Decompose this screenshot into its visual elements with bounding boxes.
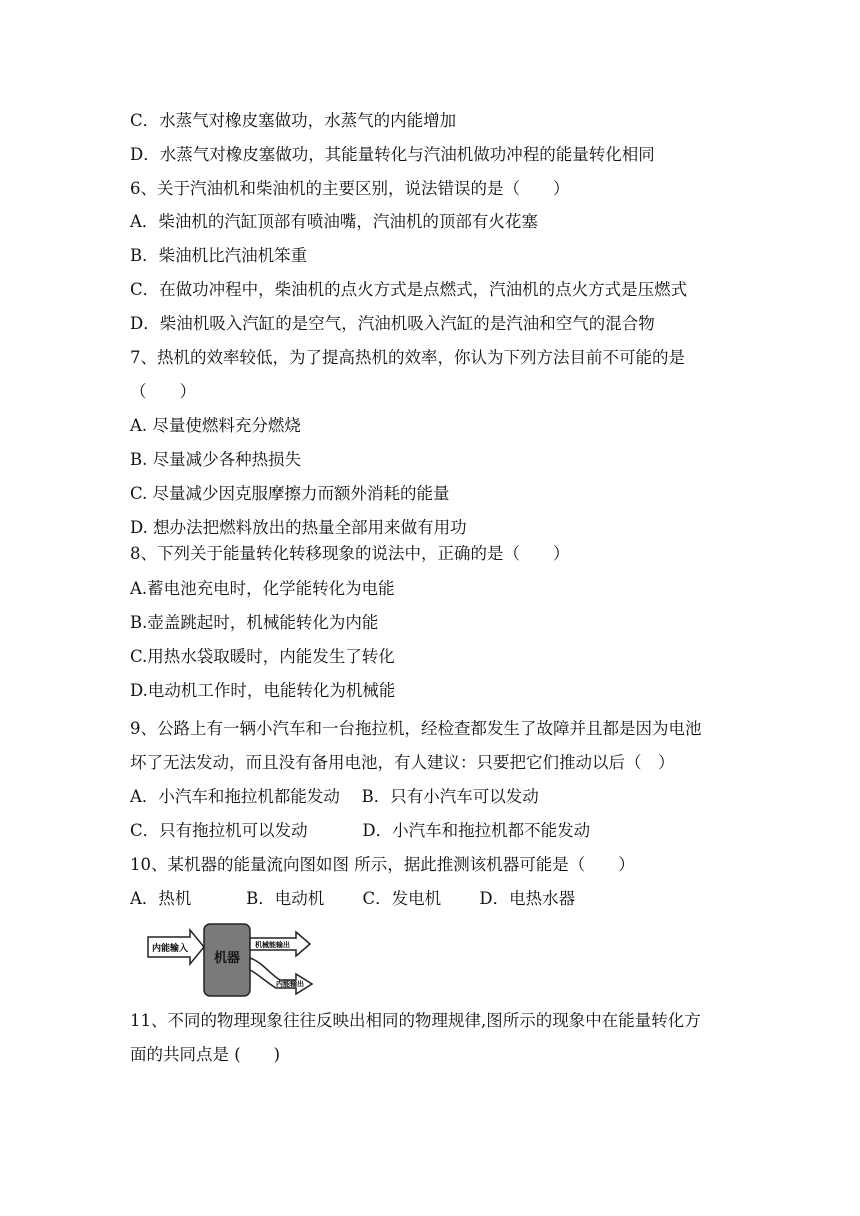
option-8c: C.用热水袋取暖时，内能发生了转化 <box>130 647 395 666</box>
machine-label: 机器 <box>213 951 241 966</box>
option-6b: B．柴油机比汽油机笨重 <box>130 246 308 265</box>
option-6a: A．柴油机的汽缸顶部有喷油嘴，汽油机的顶部有火花塞 <box>130 212 538 231</box>
option-5c: C．水蒸气对橡皮塞做功，水蒸气的内能增加 <box>130 111 457 130</box>
question-9-line2: 坏了无法发动，而且没有备用电池，有人建议：只要把它们推动以后（ ） <box>130 753 675 772</box>
option-7c: C. 尽量减少因克服摩擦力而额外消耗的能量 <box>130 484 450 503</box>
question-11-line2: 面的共同点是 ( ) <box>130 1045 281 1064</box>
input-label: 内能输入 <box>152 944 189 954</box>
option-8a: A.蓄电池充电时，化学能转化为电能 <box>130 579 395 598</box>
heat-output-label: 内能输出 <box>276 980 304 988</box>
question-7: 7、热机的效率较低，为了提高热机的效率，你认为下列方法目前不可能的是 <box>130 348 685 367</box>
mechanical-output-label: 机械能输出 <box>255 941 290 949</box>
options-10: A．热机 B．电动机 C．发电机 D．电热水器 <box>130 889 576 908</box>
heat-output-arrow <box>250 958 312 994</box>
option-6d: D．柴油机吸入汽缸的是空气，汽油机吸入汽缸的是汽油和空气的混合物 <box>130 314 655 333</box>
question-7-bracket: （ ） <box>130 382 196 401</box>
option-7b: B. 尽量减少各种热损失 <box>130 450 302 469</box>
question-8: 8、下列关于能量转化转移现象的说法中，正确的是（ ） <box>130 544 570 563</box>
options-9-ab: A．小汽车和拖拉机都能发动 B．只有小汽车可以发动 <box>130 787 539 806</box>
options-9-cd: C．只有拖拉机可以发动 D．小汽车和拖拉机都不能发动 <box>130 821 591 840</box>
option-8b: B.壶盖跳起时，机械能转化为内能 <box>130 613 379 632</box>
option-7a: A. 尽量使燃料充分燃烧 <box>130 416 301 435</box>
option-6c: C．在做功冲程中，柴油机的点火方式是点燃式，汽油机的点火方式是压燃式 <box>130 280 688 299</box>
energy-flow-diagram <box>146 922 318 1000</box>
question-11-line1: 11、不同的物理现象往往反映出相同的物理规律,图所示的现象中在能量转化方 <box>130 1011 701 1030</box>
question-6: 6、关于汽油机和柴油机的主要区别，说法错误的是（ ） <box>130 179 570 198</box>
option-8d: D.电动机工作时，电能转化为机械能 <box>130 681 396 700</box>
option-7d: D. 想办法把燃料放出的热量全部用来做有用功 <box>130 518 467 537</box>
question-10: 10、某机器的能量流向图如图 所示，据此推测该机器可能是（ ） <box>130 855 635 874</box>
option-5d: D．水蒸气对橡皮塞做功，其能量转化与汽油机做功冲程的能量转化相同 <box>130 145 655 164</box>
question-9-line1: 9、公路上有一辆小汽车和一台拖拉机，经检查都发生了故障并且都是因为电池 <box>130 719 702 738</box>
